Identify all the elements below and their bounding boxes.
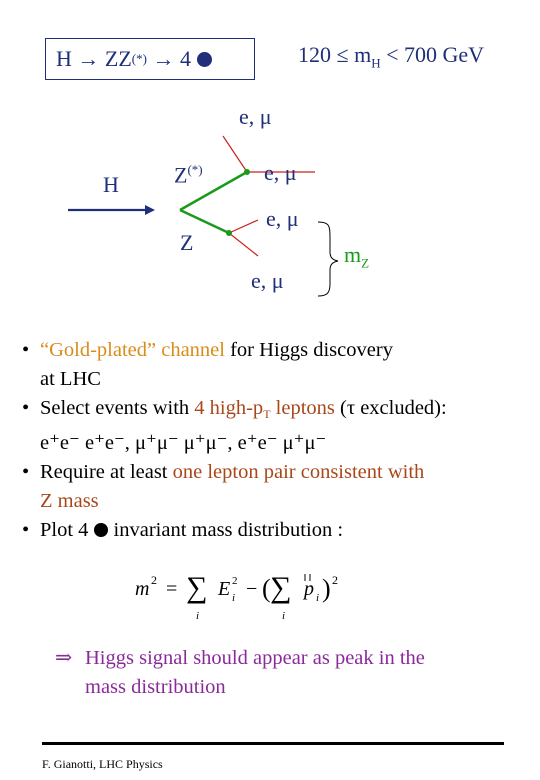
implies-arrow-icon: ⇒ [55, 647, 73, 669]
formula-term2: p [304, 578, 314, 600]
z-label: Z [180, 230, 194, 255]
mass-range-sub: H [371, 55, 381, 71]
formula-lhs-sup: 2 [151, 573, 157, 587]
formula-outer-sup: 2 [332, 573, 338, 587]
bullet-1-highlight: “Gold-plated” channel [40, 339, 225, 361]
bullet-1-line2: at LHC [40, 368, 101, 390]
mass-range-suffix: < 700 GeV [380, 42, 485, 67]
formula-paren-close: ) [322, 574, 331, 603]
higgs-arrow-icon [145, 205, 155, 215]
bullet-3-prefix: Require at least [40, 461, 173, 483]
lepton-label-4: e, μ [251, 268, 284, 293]
bullet-2-prefix: Select events with [40, 397, 195, 419]
reaction-sup: (*) [131, 51, 147, 66]
formula-sum-1: ∑ [186, 571, 208, 604]
lepton-dot-icon [94, 523, 108, 537]
bullet-2-line2: e⁺e⁻ e⁺e⁻, μ⁺μ⁻ μ⁺μ⁻, e⁺e⁻ μ⁺μ⁻ [40, 432, 327, 454]
vertex-dot-2 [226, 230, 232, 236]
bullet-1 [22, 336, 532, 394]
lepton-line-4 [229, 233, 258, 256]
conclusion [55, 644, 425, 702]
z-star-sup: (*) [187, 162, 203, 177]
conclusion-line2: mass distribution [85, 676, 226, 698]
footer-divider [42, 742, 504, 745]
conclusion-line1: Higgs signal should appear as peak in the [85, 647, 425, 669]
lepton-label-1: e, μ [239, 104, 272, 129]
bullet-2-highlight-b: leptons [270, 397, 335, 419]
mass-range-prefix: 120 ≤ m [298, 42, 372, 67]
formula-term1-sub: i [232, 592, 236, 604]
bullet-3-line2: Z mass [40, 490, 99, 512]
bullet-1-rest: for Higgs discovery [224, 339, 393, 361]
mz-text: m [344, 242, 362, 267]
bullet-4 [22, 516, 532, 545]
bullet-3 [22, 458, 532, 516]
formula-paren-open: ( [262, 574, 271, 603]
bullet-2-suffix: (τ excluded): [334, 397, 447, 419]
bullet-list [22, 336, 532, 545]
reaction-suffix: → 4 [152, 46, 191, 71]
formula-lhs: m [135, 578, 150, 600]
formula-minus: − [246, 578, 258, 600]
lepton-line-3 [229, 220, 258, 233]
bullet-2-highlight [194, 397, 335, 419]
lepton-line-1 [223, 136, 247, 172]
bullet-2-highlight-sub: T [263, 407, 271, 421]
higgs-label: H [103, 172, 119, 197]
lepton-label-2: e, μ [264, 160, 297, 185]
mz-label [344, 242, 369, 271]
reaction-prefix: H → ZZ [56, 46, 132, 71]
formula-index-2: i [282, 610, 286, 622]
bullet-4-suffix: invariant mass distribution : [108, 519, 344, 541]
bullet-3-highlight: one lepton pair consistent with [172, 461, 425, 483]
formula-term1-sup: 2 [232, 575, 238, 587]
z-star-label [174, 162, 203, 188]
formula-index-1: i [196, 610, 200, 622]
vertex-dot-1 [244, 169, 250, 175]
z-star-text: Z [174, 162, 188, 188]
mz-sub: Z [361, 255, 370, 271]
formula-sum-2: ∑ [270, 571, 292, 604]
bullet-2-highlight-a: 4 high-p [194, 397, 264, 419]
bullet-2 [22, 394, 532, 458]
footer-credit: F. Gianotti, LHC Physics [42, 757, 163, 771]
lepton-label-3: e, μ [266, 206, 299, 231]
bullet-4-prefix: Plot 4 [40, 519, 89, 541]
formula-equals: = [166, 578, 178, 600]
invariant-mass-formula [130, 565, 380, 625]
formula-term1: E [218, 578, 231, 600]
brace-icon [318, 222, 338, 296]
formula-term2-sub: i [316, 592, 320, 604]
